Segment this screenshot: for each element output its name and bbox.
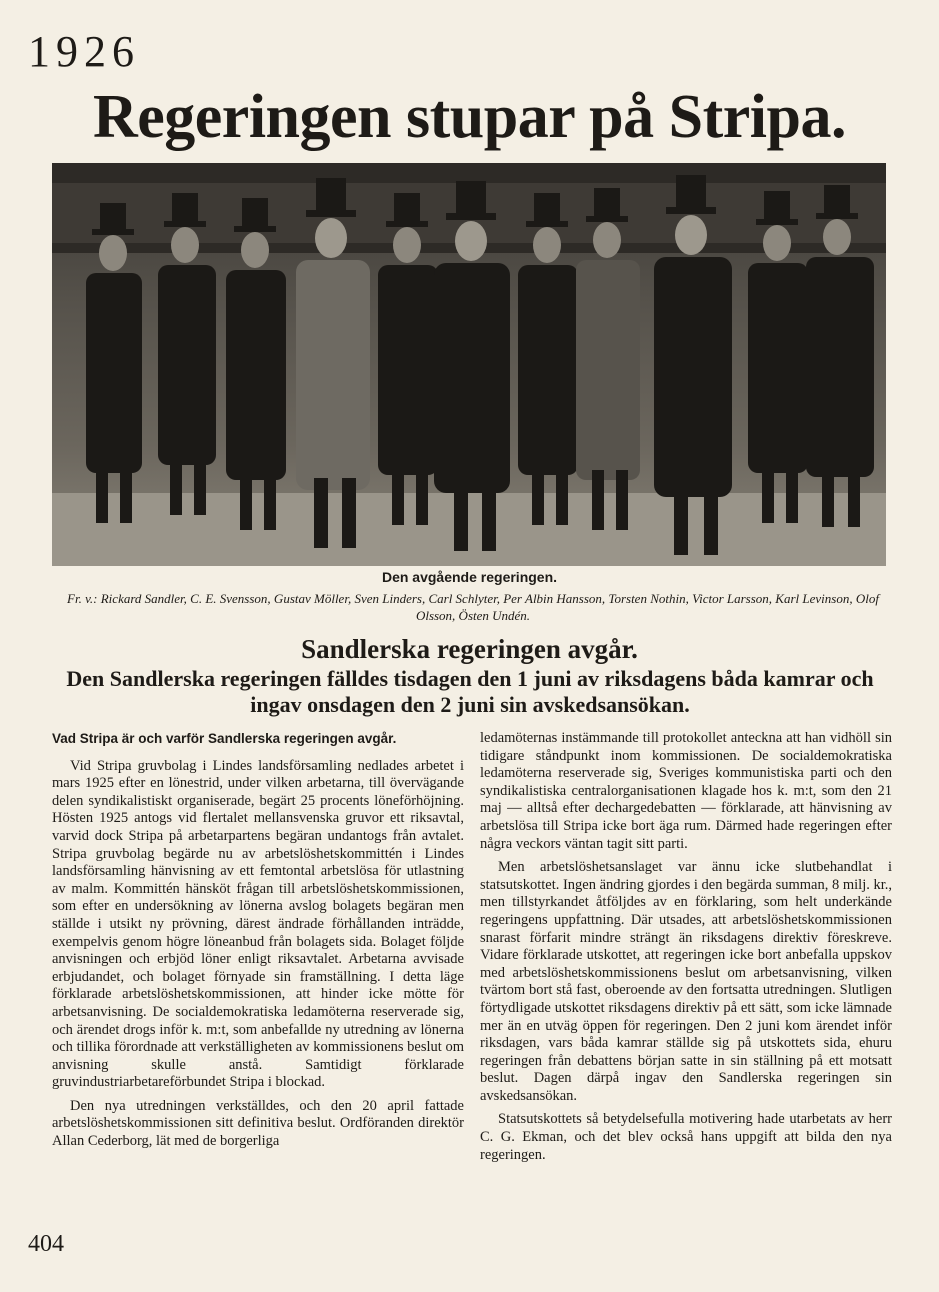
article-subhead: Vad Stripa är och varför Sandlerska regeringen avgår. xyxy=(52,731,397,746)
lead-paragraph: Den Sandlerska regeringen fälldes tisdagen den 1 juni av riksdagens båda kamrar och ingav onsdagen den 2 juni sin avskedsansökan. xyxy=(66,666,874,717)
article-paragraph: Den nya utredningen verkställdes, och den 20 april fattade arbetslöshetskommissionen sitt definitiva beslut. Ordföranden direktör Allan Cederborg, lät med de borgerliga xyxy=(52,1097,464,1150)
article-paragraph: ledamöternas instämmande till protokollet anteckna att han vidhöll sin tidigare ståndpunkt inom kommissionen. De socialdemokratiska ledamöterna reserverade sig, Sveriges kommunistiska parti och den syndikalistiska centralorganisationen klagade hos k. m:t, som den 21 maj — alltså efter dechargedebatten — förklarade, att hänvisning av arbetslösa till Stripa icke bort äga rum. Därmed hade regeringen efter några veckors väntan tagit sitt parti. xyxy=(480,730,892,852)
photo-illustration xyxy=(52,163,886,566)
photo-caption-title: Den avgående regeringen. xyxy=(381,569,558,585)
page-number: 404 xyxy=(28,1231,64,1257)
article-paragraph: Statsutskottets så betydelsefulla motivering hade utarbetats av herr C. G. Ekman, och det blev också hans uppgift att bilda den nya regeringen. xyxy=(480,1111,892,1163)
article-column-right xyxy=(480,730,892,1170)
section-title: Sandlerska regeringen avgår. xyxy=(301,634,638,664)
article-paragraph: Men arbetslöshetsanslaget var ännu icke slutbehandlat i statsutskottet. Ingen ändring gjordes i den begärda summan, 8 milj. kr., men tillstyrkandet åtföljdes av en förklaring, som helt underkände regeringens uppfattning. Där utsades, att arbetslöshetskommissionen snarast förfarit mindre strängt än riksdagens direktiv föreskreve. Vidare förklarade utskottet, att regeringen icke bort anbefalla uppskov med arbetslöshetskommissionens beslut om arbetsanvisning, vilken tvärtom bort stå fast, oberoende av den fortsatta utredningen. Slutligen förtydligade utskottet riksdagens direktiv på ett sätt, som icke lämnade mer än en utväg öppen för regeringen. Den 2 juni kom ärendet inför riksdagen, vars båda kamrar ställde sig på utskottets sida, ehuru regeringen från debattens början satte in sin ställning på ett motsatt beslut. Dagen därpå ingav den Sandlerska regeringen sin avskedsansökan. xyxy=(480,859,892,1104)
page-title: Regeringen stupar på Stripa. xyxy=(92,83,846,151)
article-column-left xyxy=(52,730,464,1157)
year-heading: 1926 xyxy=(28,27,140,76)
article-paragraph: Vid Stripa gruvbolag i Lindes landsförsamling nedlades arbetet i mars 1925 efter en lönestrid, under vilken arbetarna, till övervägande delen syndikalistiskt organiserade, begärt 25 procents löneförhöjning. Hösten 1925 antogs vid flertalet mellansvenska gruvor ett riksavtal, varvid dock Stripa på arbetarpartens begäran undantogs från avtalet. Stripa gruvbolag begärde nu av arbetslöshetskommittén i Lindes landsförsamling hänvisning av ett femtontal arbetslösa för utlastning av malm. Kommittén hänsköt frågan till arbetslöshetskommissionen, som efter en undersökning av lönerna avslog bolagets begäran men ställde i utsikt ny prövning, därest ändrade förhållanden inträdde, exempelvis genom högre löneanbud från bolagets sida. Bolaget följde anvisningen och erbjöd löner enligt riksavtalet. Arbetarna avvisade erbjudandet, och bolaget förnyade sin framställning. I detta läge förklarade arbetslöshetskommissionen, att hinder icke mötte för arbetsanvisning. De socialdemokratiska ledamöterna reserverade sig, och ärendet drogs inför k. m:t, som anbefallde ny utredning av lönerna och tillika förordnade att verkställigheten av kommissionens beslut om anvisning skulle anstå. Samtidigt förklarade gruvindustriarbetareförbundet Stripa i blockad. xyxy=(52,757,464,1091)
photo-caption-names: Fr. v.: Rickard Sandler, C. E. Svensson, Gustav Möller, Sven Linders, Carl Schlyter, Per Albin Hansson, Torsten Nothin, Victor Larsson, Karl Levinson, Olof Olsson, Östen Undén. xyxy=(67,591,879,623)
group-photo xyxy=(52,163,886,566)
